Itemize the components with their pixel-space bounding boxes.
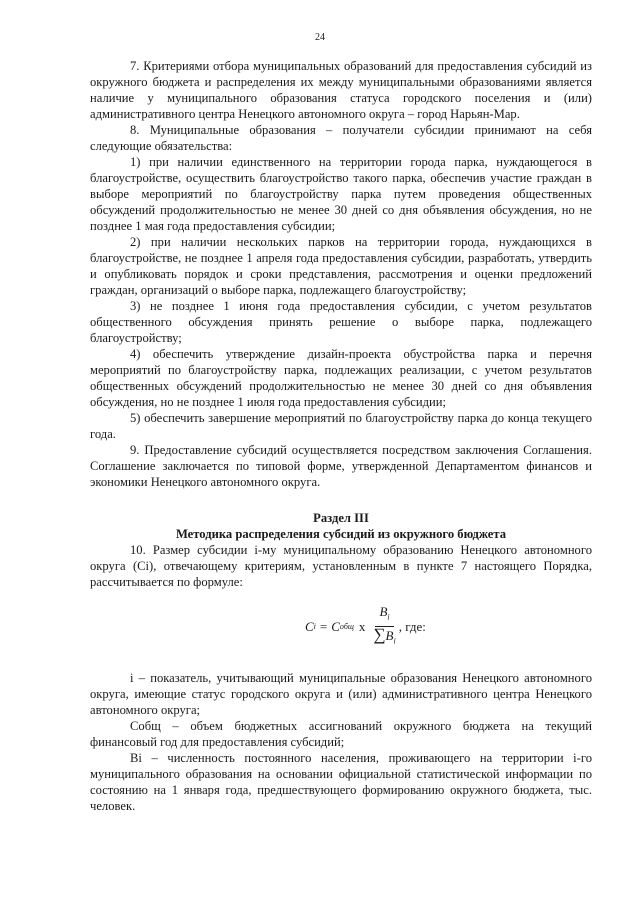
paragraph-10: 10. Размер субсидии i-му муниципальному образованию Ненецкого автономного округа (Ci), отвечающему критериям, установленным в пункте 7 настоящего Порядка, рассчитывается по формуле: bbox=[90, 543, 592, 589]
section-title: Раздел III bbox=[313, 511, 369, 525]
formula bbox=[90, 598, 592, 656]
formula-total: C bbox=[331, 619, 340, 634]
formula-denominator-sub: i bbox=[393, 636, 396, 646]
obligation-1: 1) при наличии единственного на территории города парка, нуждающегося в благоустройстве, осуществить благоустройство такого парка, обеспечив участие граждан в выборе мероприятий по благоустройству парка путем проведения общественных обсуждений продолжительностью не менее 30 дней со дня объявления обсуждения, но не позднее 1 мая года предоставления субсидии; bbox=[90, 155, 592, 233]
formula-lhs-sub: i bbox=[313, 622, 316, 631]
obligation-5: 5) обеспечить завершение мероприятий по благоустройству парка до конца текущего года. bbox=[90, 411, 592, 441]
formula-tail: , где: bbox=[398, 619, 426, 634]
page-number: 24 bbox=[315, 32, 325, 43]
formula-numerator-sub: i bbox=[387, 613, 390, 622]
paragraph-9: 9. Предоставление субсидий осуществляется посредством заключения Соглашения. Соглашение заключается по типовой форме, утвержденной Департаментом финансов и экономики Ненецкого автономного округа. bbox=[90, 443, 592, 489]
document-body bbox=[90, 58, 592, 814]
definition-b-i: Bi – численность постоянного населения, проживающего на территории i-го муниципального образования на основании официальной статистической информации по состоянию на 1 января года, предшествующего формированию окружного бюджета, тыс. человек. bbox=[90, 751, 592, 813]
formula-times: x bbox=[358, 619, 366, 634]
formula-numerator: B bbox=[379, 604, 388, 620]
formula-equals: = bbox=[319, 619, 328, 634]
formula-fraction bbox=[373, 604, 395, 649]
formula-denominator: B bbox=[385, 628, 394, 643]
definition-c-total: Cобщ – объем бюджетных ассигнований окружного бюджета на текущий финансовый год для предоставления субсидий; bbox=[90, 719, 592, 749]
section-subtitle: Методика распределения субсидий из окружного бюджета bbox=[175, 527, 507, 541]
paragraph-7: 7. Критериями отбора муниципальных образований для предоставления субсидий из окружного бюджета и распределения их между муниципальными образованиями является наличие у муниципального образования статуса городского поселения и (или) административного центра Ненецкого автономного округа – город Нарьян-Мар. bbox=[90, 59, 592, 121]
formula-total-sub: общ bbox=[339, 622, 354, 631]
paragraph-8: 8. Муниципальные образования – получатели субсидии принимают на себя следующие обязательства: bbox=[90, 123, 592, 153]
definition-i: i – показатель, учитывающий муниципальные образования Ненецкого автономного округа, имеющие статус городского округа и (или) административного центра Ненецкого автономного округа; bbox=[90, 671, 592, 717]
obligation-3: 3) не позднее 1 июня года предоставления субсидии, с учетом результатов общественного обсуждения принять решение о выборе парка, подлежащего благоустройству; bbox=[90, 299, 592, 345]
obligation-4: 4) обеспечить утверждение дизайн-проекта обустройства парка и перечня мероприятий по благоустройству парка, подлежащих реализации, с учетом результатов общественных обсуждений продолжительностью не менее 30 дней со дня объявления обсуждения, но не позднее 1 июля года предоставления субсидии; bbox=[90, 347, 592, 409]
formula-lhs: C bbox=[305, 619, 314, 634]
sigma-symbol: ∑ bbox=[373, 625, 386, 644]
obligation-2: 2) при наличии нескольких парков на территории города, нуждающихся в благоустройстве, не позднее 1 апреля года предоставления субсидии, разработать, утвердить и опубликовать порядок и сроки представления, рассмотрения и оценки предложений граждан, организаций о выборе парка, подлежащего благоустройству; bbox=[90, 235, 592, 297]
